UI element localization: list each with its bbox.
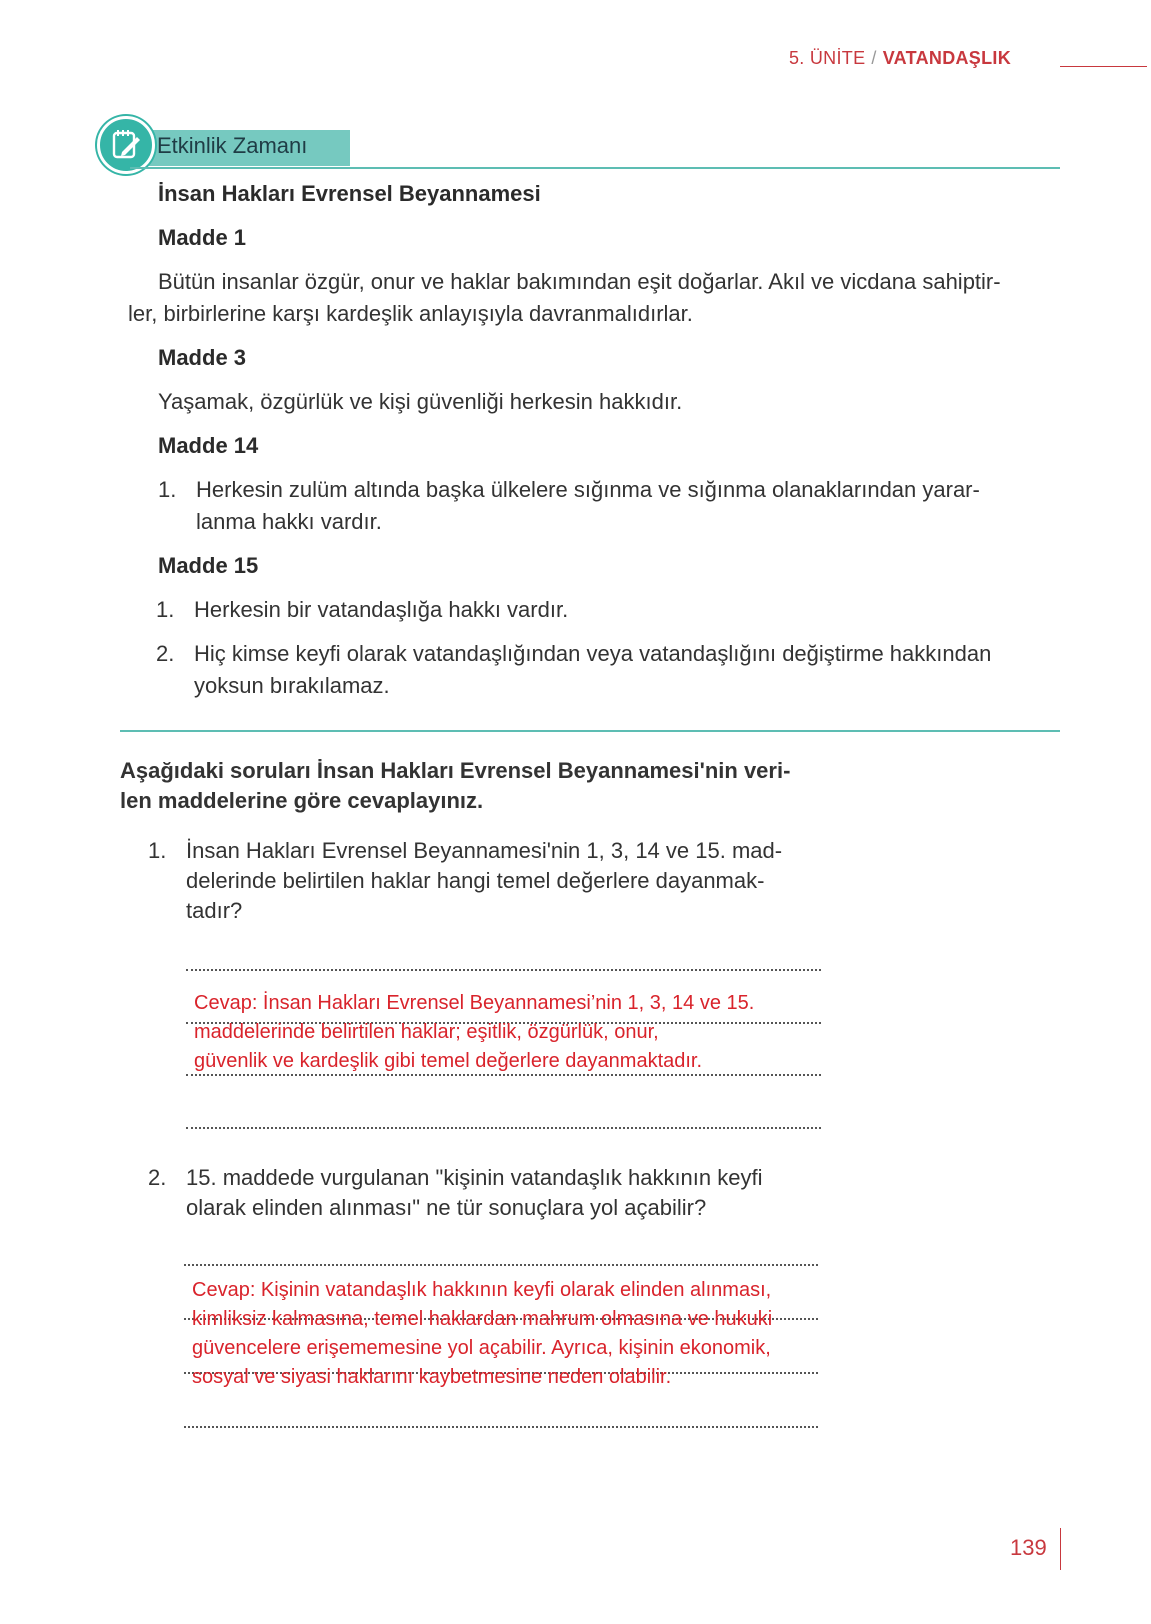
answer-2-dotted-line [184, 1426, 818, 1428]
activity-banner-label: Etkinlik Zamanı [157, 133, 308, 158]
madde-3-heading: Madde 3 [158, 345, 247, 370]
unit-name: VATANDAŞLIK [882, 48, 1011, 68]
answer-2-line-1: Cevap: Kişinin vatandaşlık hakkının keyfi olarak elinden alınması, [192, 1279, 772, 1301]
unit-number: 5. ÜNİTE [788, 48, 866, 68]
madde-1-heading: Madde 1 [158, 225, 247, 250]
activity-top-rule [130, 167, 1060, 169]
madde-3-text: Yaşamak, özgürlük ve kişi güvenliği herkesin hakkıdır. [158, 389, 683, 414]
madde-1-text-line-2: ler, birbirlerine karşı kardeşlik anlayışıyla davranmalıdırlar. [128, 301, 693, 326]
madde-14-item-line-2: lanma hakkı vardır. [196, 509, 382, 534]
madde-15-heading: Madde 15 [158, 553, 259, 578]
instructions-line-1: Aşağıdaki soruları İnsan Hakları Evrensel Beyannamesi'nin veri- [120, 758, 791, 783]
answer-1-dotted-line [186, 1127, 821, 1129]
question-1-line-3: tadır? [186, 898, 243, 923]
question-2-line-2: olarak elinden alınması" ne tür sonuçlara yol açabilir? [186, 1195, 707, 1220]
answer-1-dotted-line [186, 969, 821, 971]
unit-separator: / [871, 48, 877, 68]
madde-15-item-2-line-1: Hiç kimse keyfi olarak vatandaşlığından veya vatandaşlığını değiştirme hakkından [194, 641, 992, 666]
madde-1-text-line-1: Bütün insanlar özgür, onur ve haklar bakımından eşit doğarlar. Akıl ve vicdana sahiptir- [158, 269, 1001, 294]
declaration-title: İnsan Hakları Evrensel Beyannamesi [158, 181, 541, 206]
question-2-line-1: 15. maddede vurgulanan "kişinin vatandaşlık hakkının keyfi [186, 1165, 763, 1190]
notepad-pencil-icon [97, 116, 155, 174]
madde-14-item-number: 1. [158, 477, 177, 502]
answer-1-line-3: güvenlik ve kardeşlik gibi temel değerlere dayanmaktadır. [194, 1050, 703, 1072]
answer-2-line-2: kimliksiz kalmasına, temel haklardan mahrum olmasına ve hukuki [192, 1308, 773, 1330]
page-number: 139 [1010, 1535, 1047, 1560]
madde-14-item-line-1: Herkesin zulüm altında başka ülkelere sığınma ve sığınma olanaklarından yarar- [196, 477, 980, 502]
madde-14-heading: Madde 14 [158, 433, 259, 458]
header-rule [1060, 66, 1147, 67]
question-1-number: 1. [148, 838, 167, 863]
page-number-rule [1060, 1528, 1061, 1570]
answer-2-line-4: sosyal ve siyasi haklarını kaybetmesine neden olabilir. [192, 1366, 672, 1388]
unit-header [789, 48, 1011, 69]
instructions-line-2: len maddelerine göre cevaplayınız. [120, 788, 484, 813]
madde-15-item-2-number: 2. [156, 641, 175, 666]
answer-1-line-2: maddelerinde belirtilen haklar; eşitlik, özgürlük, onur, [194, 1021, 659, 1043]
madde-15-item-2-line-2: yoksun bırakılamaz. [194, 673, 390, 698]
answer-2-line-3: güvencelere erişememesine yol açabilir. Ayrıca, kişinin ekonomik, [192, 1337, 771, 1359]
answer-2-dotted-line [184, 1264, 818, 1266]
madde-15-item-1-number: 1. [156, 597, 175, 622]
question-1-line-1: İnsan Hakları Evrensel Beyannamesi'nin 1, 3, 14 ve 15. mad- [186, 838, 783, 863]
question-1-line-2: delerinde belirtilen haklar hangi temel değerlere dayanmak- [186, 868, 765, 893]
answer-1-line-1: Cevap: İnsan Hakları Evrensel Beyannamesi’nin 1, 3, 14 ve 15. [194, 992, 755, 1014]
madde-15-item-1-text: Herkesin bir vatandaşlığa hakkı vardır. [194, 597, 569, 622]
activity-bottom-rule [120, 730, 1060, 732]
question-2-number: 2. [148, 1165, 167, 1190]
